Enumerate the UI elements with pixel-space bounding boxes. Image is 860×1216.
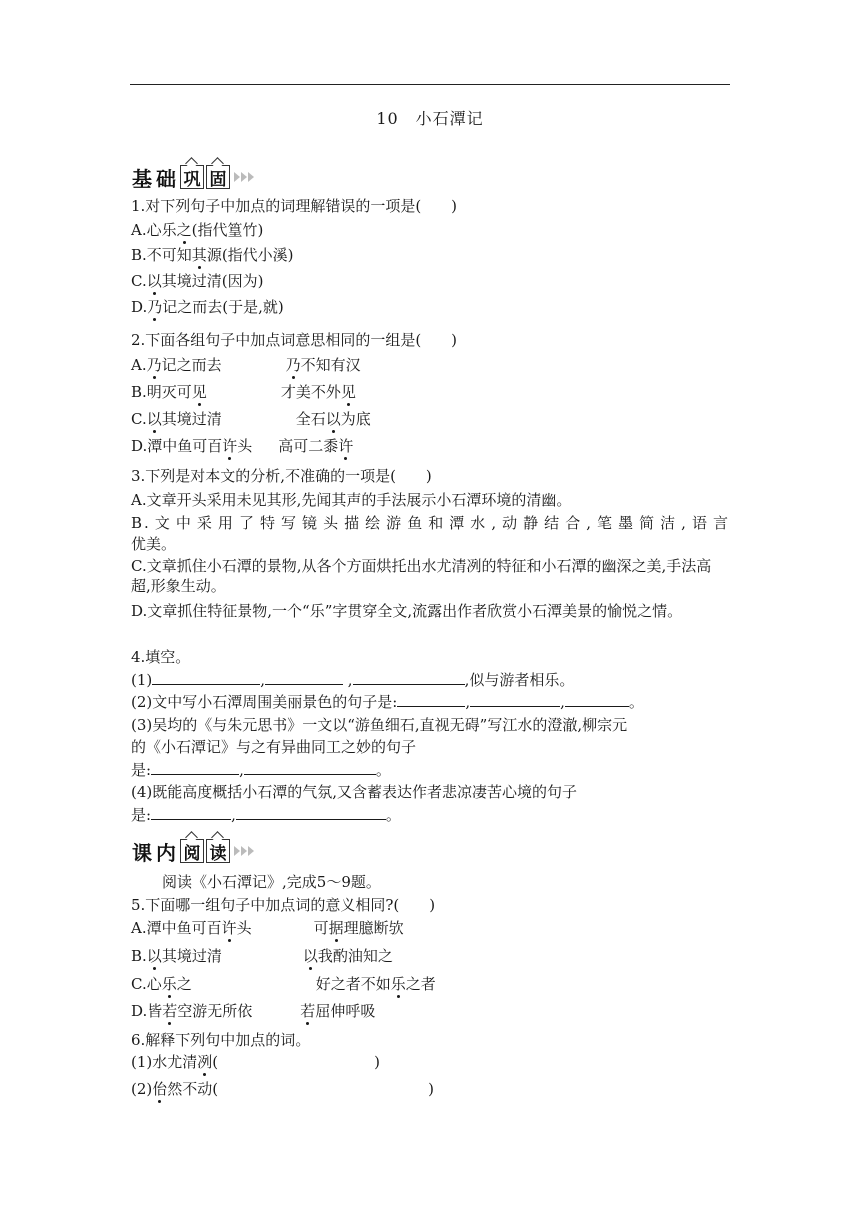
dotted-word: 许 <box>222 437 238 455</box>
option-text: D. <box>131 298 148 316</box>
question-2-stem: 2.下面各组句子中加点词意思相同的一组是( ) <box>131 331 458 349</box>
reading-instructions: 阅读《小石潭记》,完成5～9题。 <box>162 873 381 891</box>
option-text: 为底 <box>340 410 371 428</box>
question-3-option-b: B.文中采用了特写镜头描绘游鱼和潭水,动静结合,笔墨简洁,语言 <box>131 514 730 532</box>
dotted-word: 见 <box>191 383 207 401</box>
question-3-stem: 3.下列是对本文的分析,不准确的一项是( ) <box>131 467 432 485</box>
option-text: 我酌油知之 <box>317 947 393 965</box>
dotted-word: 见 <box>340 383 356 401</box>
question-5-option-c <box>131 974 436 994</box>
option-text: 记之而去 <box>161 356 222 374</box>
dotted-word: 乃 <box>285 356 301 374</box>
option-text: 才美不外 <box>280 383 341 401</box>
question-6-part-1 <box>131 1052 380 1072</box>
answer-blank[interactable] <box>353 670 465 685</box>
section-char: 课 <box>132 840 152 865</box>
option-text: 之者 <box>405 975 436 993</box>
answer-blank[interactable] <box>151 805 231 820</box>
answer-blank[interactable] <box>565 692 629 707</box>
fill-text: , <box>260 671 266 689</box>
fill-text: 是: <box>131 806 152 824</box>
option-text: D.潭中鱼可百 <box>131 437 223 455</box>
dotted-word: 乃 <box>146 356 162 374</box>
fill-text: 是: <box>131 761 152 779</box>
question-1-option-b <box>131 245 294 265</box>
option-text: C.心 <box>131 975 162 993</box>
question-5-option-b <box>131 946 393 966</box>
option-text: B.明灭可 <box>131 383 192 401</box>
question-6-stem: 6.解释下列句中加点的词。 <box>131 1031 311 1049</box>
fill-text: , <box>231 806 236 824</box>
section-heading-basics <box>130 162 255 192</box>
question-2-option-b <box>131 382 356 402</box>
option-text: 不知有汉 <box>300 356 361 374</box>
dotted-word: 乃 <box>147 298 163 316</box>
question-4-part-3: (3)吴均的《与朱元思书》一文以“游鱼细石,直视无碍”写江水的澄澈,柳宗元 <box>131 716 628 734</box>
option-text: 头 <box>236 919 252 937</box>
answer-blank[interactable] <box>152 670 260 685</box>
dotted-word: 以 <box>146 272 162 290</box>
option-text: D.皆 <box>131 1002 163 1020</box>
section-heading-reading <box>130 836 255 866</box>
option-text: 其境过清(因为) <box>161 272 264 290</box>
question-5-option-a <box>131 918 404 938</box>
dotted-word: 乐 <box>161 975 177 993</box>
option-text: A.潭中鱼可百 <box>131 919 222 937</box>
option-text: B.不可知 <box>131 246 192 264</box>
answer-blank[interactable] <box>470 692 560 707</box>
dotted-word: 冽 <box>197 1053 213 1071</box>
dotted-word: 据 <box>328 919 344 937</box>
fill-text: (1) <box>131 671 153 689</box>
question-1-option-c <box>131 271 263 291</box>
question-3-option-c: C.文章抓住小石潭的景物,从各个方面烘托出水尤清冽的特征和小石潭的幽深之美,手法高超,形象生动。 <box>131 557 712 595</box>
option-text: A.心乐 <box>131 221 177 239</box>
section-char: 础 <box>156 166 176 191</box>
question-5-stem: 5.下面哪一组句子中加点词的意义相同?( ) <box>131 896 436 914</box>
dotted-word: 以 <box>302 947 318 965</box>
option-text: 头 <box>237 437 253 455</box>
question-2-option-a <box>131 355 361 375</box>
option-text: 好之者不如 <box>315 975 391 993</box>
question-4-part-3-cont: 的《小石潭记》与之有异曲同工之妙的句子 <box>131 738 417 756</box>
question-1-option-a <box>131 220 263 240</box>
fill-text: , <box>343 671 353 689</box>
question-1-option-d <box>131 297 284 317</box>
option-text: C. <box>131 272 147 290</box>
question-4-part-1 <box>131 670 574 690</box>
question-5-option-d <box>131 1001 375 1021</box>
option-text: 其境过清 <box>161 410 222 428</box>
dotted-word: 以 <box>146 410 162 428</box>
option-text: 全石 <box>295 410 326 428</box>
fill-text: ) <box>428 1080 434 1098</box>
question-3-option-b-cont: 优美。 <box>131 535 177 553</box>
section-char-boxed: 读 <box>206 839 230 863</box>
question-1-stem: 1.对下列句子中加点的词理解错误的一项是( ) <box>131 197 458 215</box>
option-text: 可 <box>313 919 329 937</box>
fill-text: , <box>465 693 471 711</box>
option-text: C. <box>131 410 147 428</box>
option-text: 之 <box>176 975 192 993</box>
fill-text: , <box>239 761 244 779</box>
dotted-word: 以 <box>325 410 341 428</box>
fill-text: ,似与游者相乐。 <box>464 671 575 689</box>
question-4-part-4-answer <box>131 805 401 825</box>
question-3-option-d: D.文章抓住特征景物,一个“乐”字贯穿全文,流露出作者欣赏小石潭美景的愉悦之情。 <box>131 602 683 620</box>
question-3-option-a: A.文章开头采用未见其形,先闻其声的手法展示小石潭环境的清幽。 <box>131 491 572 509</box>
option-text: (指代篁竹) <box>191 221 264 239</box>
answer-blank[interactable] <box>151 760 239 775</box>
option-text: 其境过清 <box>161 947 222 965</box>
dotted-word: 其 <box>191 246 207 264</box>
option-text: 源(指代小溪) <box>206 246 294 264</box>
fill-text: 然不动( <box>167 1080 219 1098</box>
header-rule <box>130 84 730 85</box>
question-4-part-4: (4)既能高度概括小石潭的气氛,又含蓄表达作者悲凉凄苦心境的句子 <box>131 783 578 801</box>
fill-text: 。 <box>385 806 401 824</box>
section-char-boxed: 阅 <box>180 839 204 863</box>
section-char-boxed: 固 <box>206 165 230 189</box>
page-title: 10 小石潭记 <box>376 109 484 128</box>
option-text: B. <box>131 947 147 965</box>
question-4-stem: 4.填空。 <box>131 648 191 666</box>
question-4-part-3-answer <box>131 760 391 780</box>
fill-text: , <box>560 693 565 711</box>
dotted-word: 乐 <box>390 975 406 993</box>
answer-blank[interactable] <box>236 805 386 820</box>
question-6-part-2 <box>131 1079 434 1099</box>
option-text: 记之而去(于是,就) <box>162 298 284 316</box>
fill-text: 。 <box>375 761 391 779</box>
section-char-boxed: 巩 <box>180 165 204 189</box>
dotted-word: 以 <box>146 947 162 965</box>
arrow-decoration-icon <box>234 846 255 856</box>
option-text: A. <box>131 356 147 374</box>
answer-blank[interactable] <box>397 692 465 707</box>
section-char: 基 <box>132 166 152 191</box>
dotted-word: 若 <box>300 1002 316 1020</box>
question-4-part-2 <box>131 692 644 712</box>
option-text: 空游无所依 <box>177 1002 253 1020</box>
fill-text: (2) <box>131 1080 153 1098</box>
section-char: 内 <box>156 840 176 865</box>
fill-text: (1)水尤清 <box>131 1053 198 1071</box>
fill-text: 。 <box>628 693 644 711</box>
option-text: 高可二黍 <box>278 437 339 455</box>
arrow-decoration-icon <box>234 172 255 182</box>
fill-text: ) <box>374 1053 380 1071</box>
option-text: 屈伸呼吸 <box>315 1002 376 1020</box>
question-2-option-c <box>131 409 371 429</box>
question-2-option-d <box>131 436 353 456</box>
fill-text: (2)文中写小石潭周围美丽景色的句子是: <box>131 693 398 711</box>
option-text: 理臆断欤 <box>343 919 404 937</box>
answer-blank[interactable] <box>265 670 343 685</box>
answer-blank[interactable] <box>244 760 376 775</box>
dotted-word: 若 <box>162 1002 178 1020</box>
dotted-word: 许 <box>221 919 237 937</box>
dotted-word: 许 <box>338 437 354 455</box>
dotted-word: 之 <box>176 221 192 239</box>
fill-text: ( <box>212 1053 219 1071</box>
dotted-word: 佁 <box>152 1080 168 1098</box>
